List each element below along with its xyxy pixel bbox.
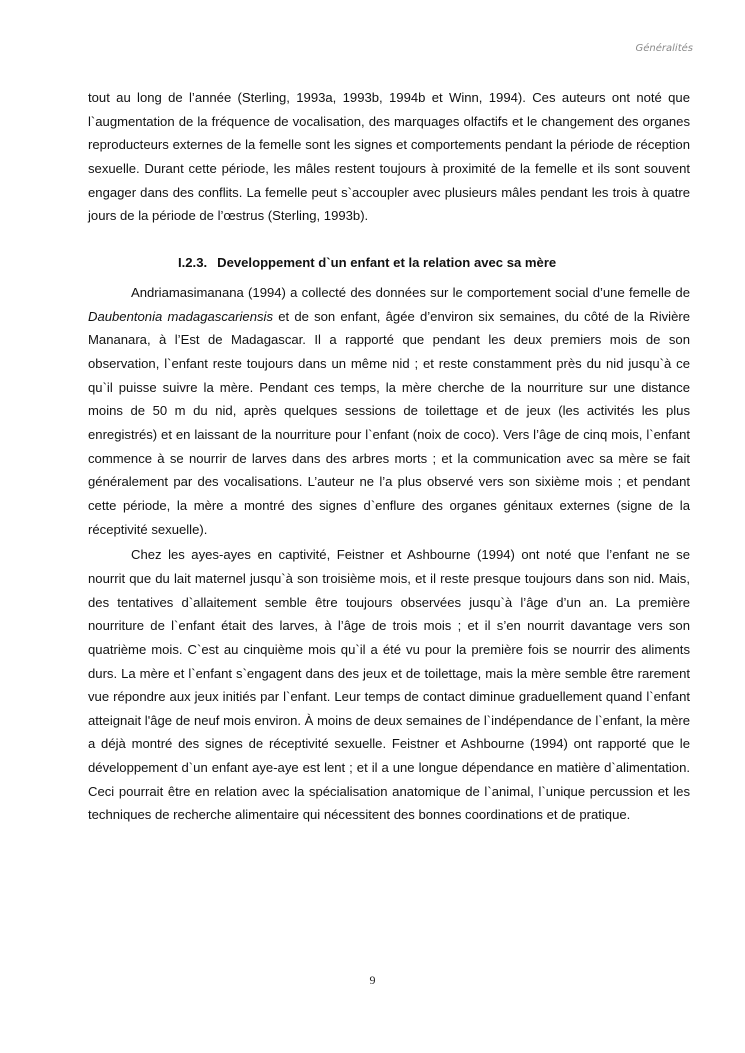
body-paragraph-3: Chez les ayes-ayes en captivité, Feistner et Ashbourne (1994) ont noté que l’enfant ne se nourrit que du lait maternel jusqu`à son troisième mois, et il reste presque toujours dans son nid. Mais, des tentatives d`allaitement semble être toujours observées jusqu`à l’âge d’un an. La première nourriture de l`enfant était des larves, à l’âge de trois mois ; et il s’en nourrit davantage vers son quatrième mois. C`est au cinquième mois qu`il a été vu pour la première fois se nourrir des aliments durs. La mère et l`enfant s`engagent dans des jeux et de toilettage, mais la mère semble être rarement vue répondre aux jeux initiés par l`enfant. Leur temps de contact diminue graduellement quand l`enfant atteignait l'âge de neuf mois environ. À moins de deux semaines de l`indépendance de l`enfant, la mère a déjà montré des signes de réceptivité sexuelle. Feistner et Ashbourne (1994) ont rapporté que le développement d`un enfant aye-aye est lent ; et il a une longue dépendance en matière d`alimentation. Ceci pourrait être en relation avec la spécialisation anatomique de l`animal, l`unique percussion et les techniques de recherche alimentaire qui nécessitent des bonnes coordinations et de pratique. xyxy=(88,547,690,823)
body-paragraph-1 xyxy=(88,86,690,228)
section-number: I.2.3. xyxy=(178,255,208,270)
paragraph-text: tout au long de l’année (Sterling, 1993a, 1993b, 1994b et Winn, 1994). Ces auteurs ont noté que l`augmentation de la fréquence de vocalisation, des marquages olfactifs et le changement des organes reproducteurs externes de la femelle sont les signes et comportements pendant la période de réception sexuelle. Durant cette période, les mâles restent toujours à proximité de la femelle et ils sont souvent engager dans des conflits. La femelle peut s`accoupler avec plusieurs mâles pendant les trois à quatre jours de la période de l’œstrus (Sterling, 1993b). xyxy=(88,90,690,224)
body-paragraph-2 xyxy=(88,281,690,541)
paragraph-2-rest: et de son enfant, âgée d’environ six semaines, du côté de la Rivière Mananara, à l’Est de Madagascar. Il a rapporté que pendant les deux premiers mois de son observation, l`enfant reste toujours dans un même nid ; et reste constamment près du nid jusqu`à ce qu`il puisse suivre la mère. Pendant ces temps, la mère cherche de la nourriture sur une distance moins de 50 m du nid, après quelques sessions de toilettage et de jeux (les activités les plus enregistrés) et en laissant de la nourriture pour l`enfant (noix de coco). Vers l’âge de cinq mois, l`enfant commence à se nourrir de larves dans des arbres morts ; et la communication avec sa mère se fait généralement par des vocalisations. L’auteur ne l’a plus observé vers son sixième mois ; et pendant cette période, la mère a montré des signes d`enflure des organes génitaux externes (signe de la réceptivité sexuelle). xyxy=(88,308,690,537)
section-heading xyxy=(178,255,556,270)
paragraph-2-intro: Andriamasimanana (1994) a collecté des données sur le comportement social d’une femelle de xyxy=(131,285,690,300)
page-number: 9 xyxy=(369,973,376,987)
section-body xyxy=(88,281,690,827)
species-name: Daubentonia madagascariensis xyxy=(88,308,273,324)
section-title: Developpement d`un enfant et la relation avec sa mère xyxy=(217,255,557,270)
running-header: Généralités xyxy=(635,43,693,54)
